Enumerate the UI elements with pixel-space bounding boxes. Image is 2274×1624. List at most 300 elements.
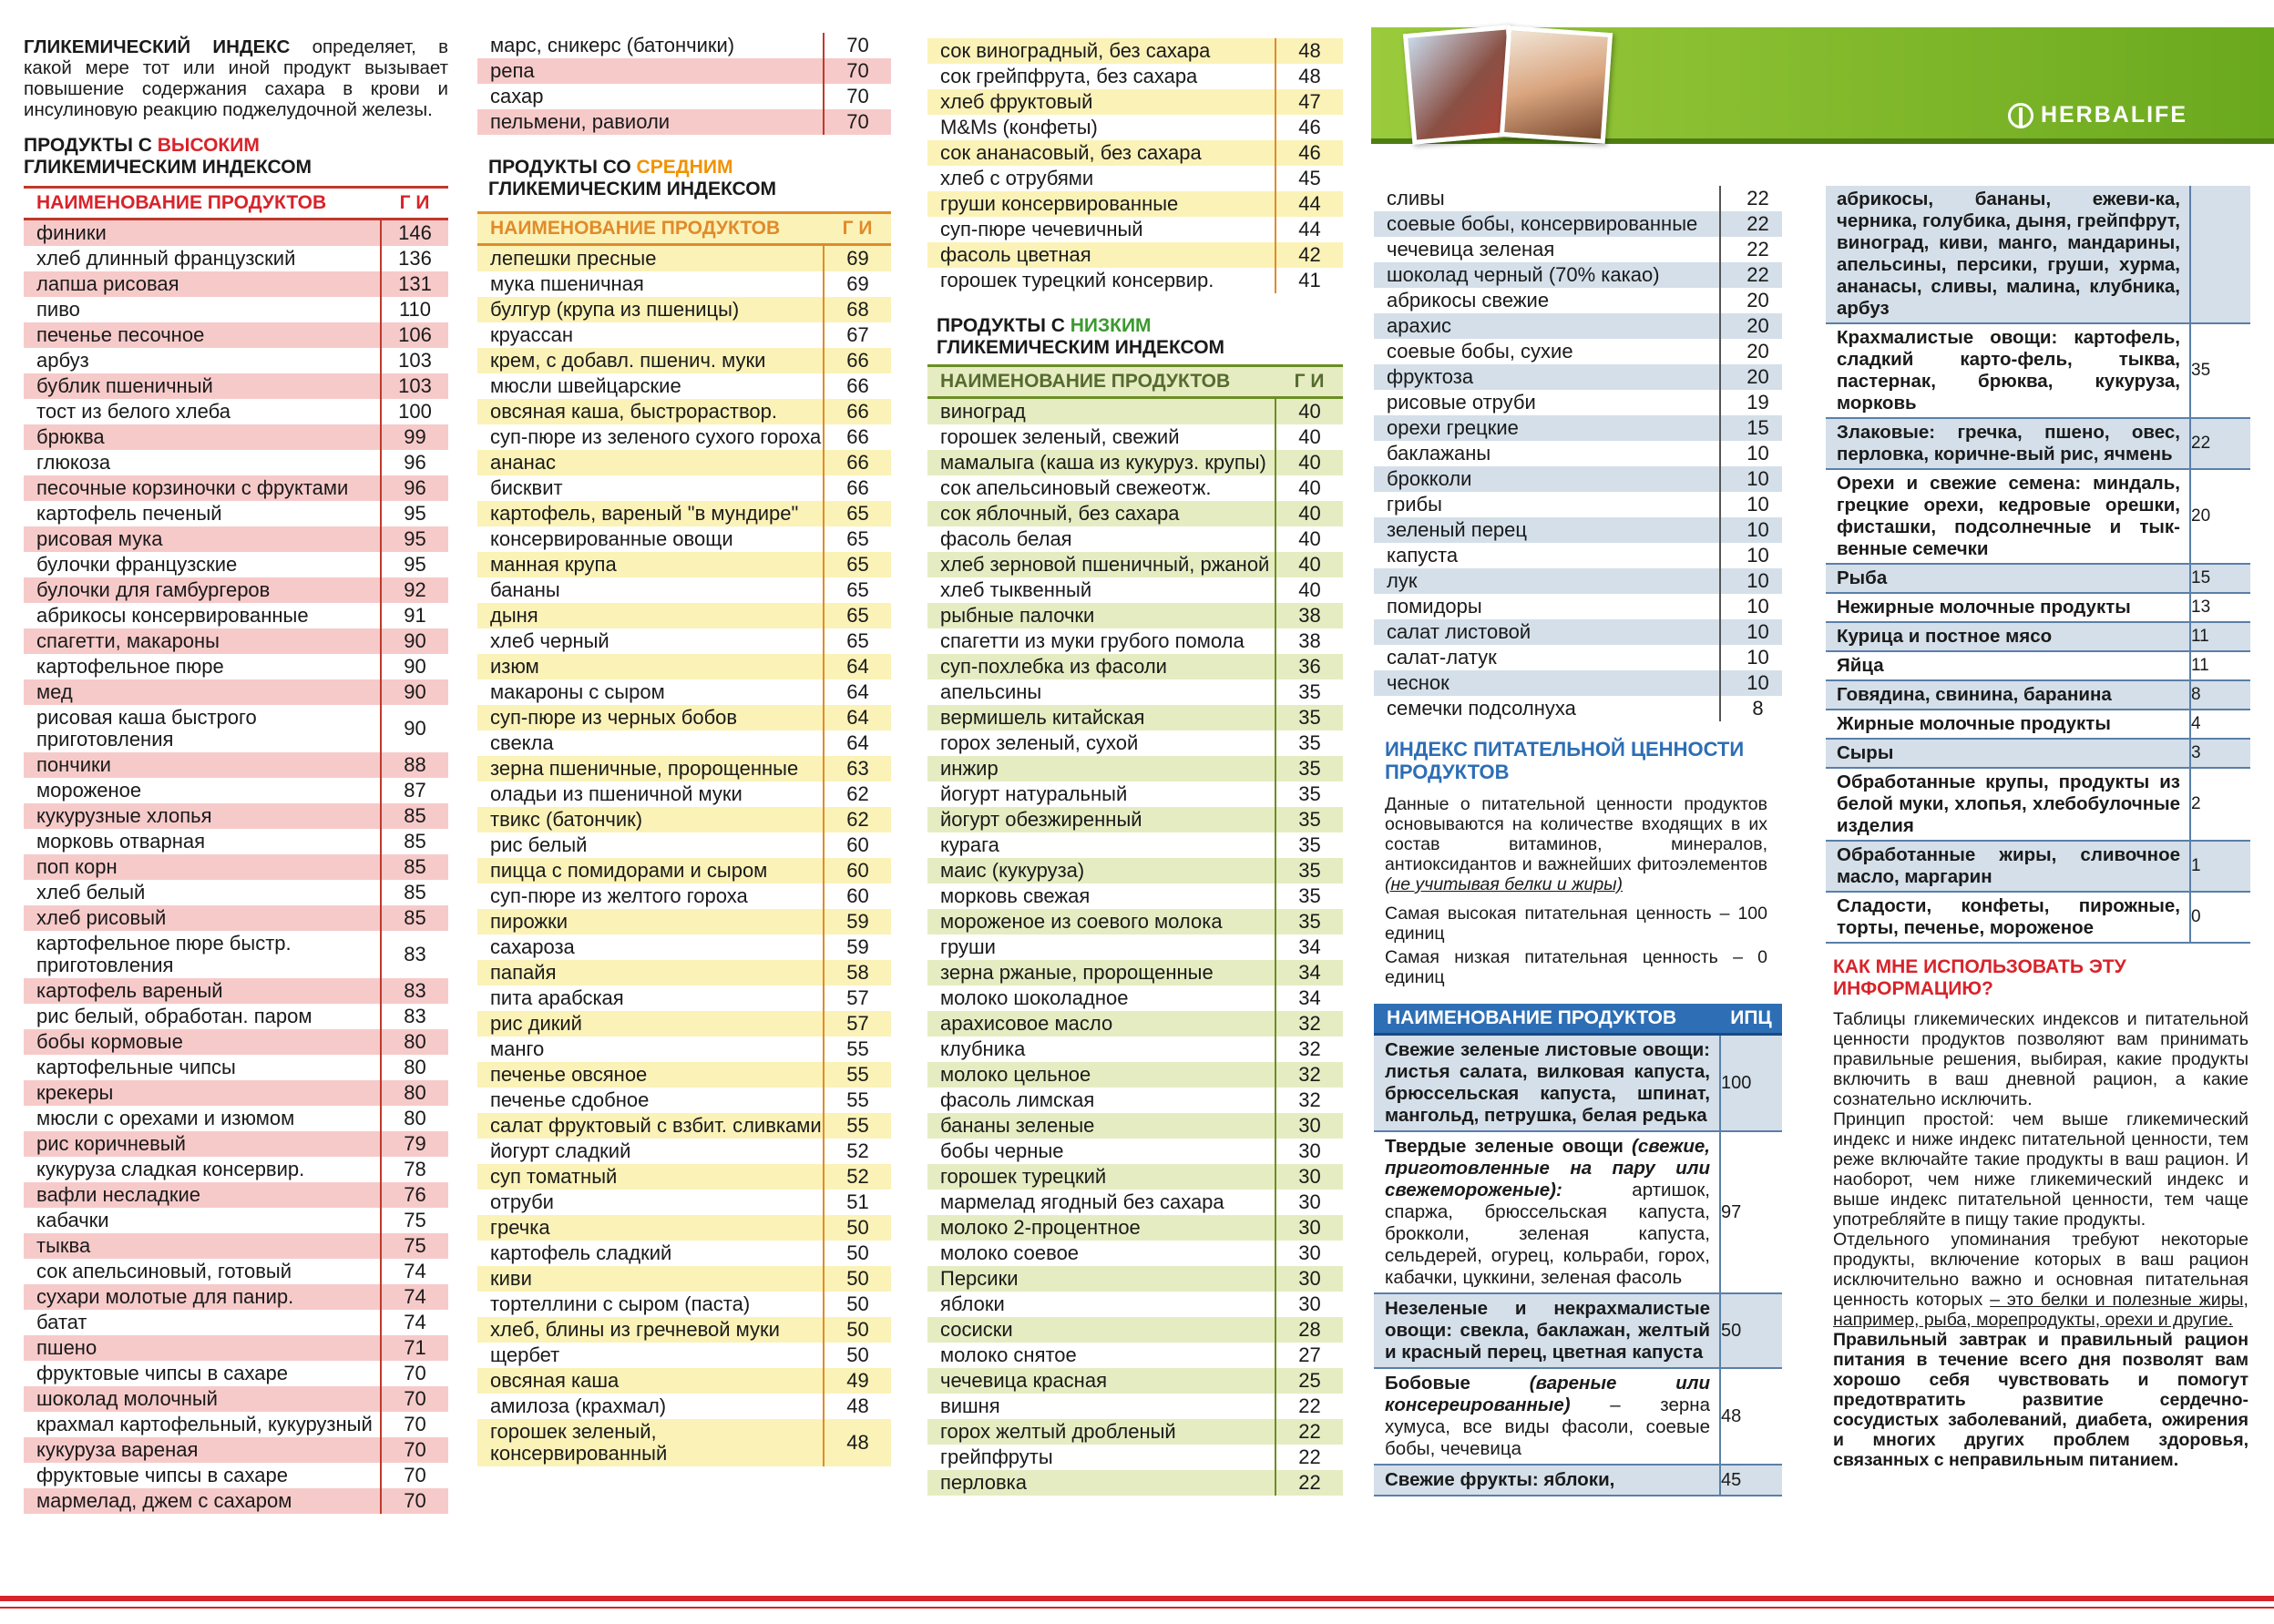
table-row bbox=[1374, 390, 1782, 415]
index-value: 27 bbox=[1275, 1343, 1343, 1368]
product-name: сок яблочный, без сахара bbox=[927, 501, 1275, 526]
table-row bbox=[477, 1164, 891, 1190]
table-row bbox=[927, 140, 1343, 166]
table-row bbox=[477, 348, 891, 373]
npi-column-continued bbox=[1826, 186, 2250, 1470]
table-row bbox=[927, 217, 1343, 242]
index-value: 64 bbox=[824, 654, 891, 679]
product-name: кукурузные хлопья bbox=[24, 803, 381, 829]
product-name: пиво bbox=[36, 298, 80, 321]
table-row bbox=[927, 475, 1343, 501]
index-value: 80 bbox=[381, 1080, 448, 1106]
product-name: печенье песочное bbox=[24, 322, 381, 348]
table-row bbox=[477, 1266, 891, 1292]
table-row bbox=[24, 424, 448, 450]
index-value: 10 bbox=[1720, 466, 1782, 492]
table-row bbox=[24, 1284, 448, 1310]
table-row bbox=[1826, 323, 2250, 418]
table-row bbox=[477, 832, 891, 858]
table-row bbox=[1374, 288, 1782, 313]
npi-row bbox=[1374, 1465, 1782, 1496]
product-name: грибы bbox=[1387, 493, 1442, 516]
product-name: кукуруза вареная bbox=[24, 1437, 381, 1463]
product-name: фасоль лимская bbox=[940, 1088, 1095, 1111]
product-name: абрикосы свежие bbox=[1387, 289, 1550, 312]
product-name: сок апельсиновый, готовый bbox=[36, 1260, 292, 1282]
index-value: 40 bbox=[1275, 552, 1343, 577]
npi-product: Свежие фрукты: яблоки, bbox=[1374, 1465, 1720, 1496]
index-value: 69 bbox=[824, 271, 891, 297]
table-row bbox=[1826, 841, 2250, 892]
index-value: 85 bbox=[381, 854, 448, 880]
product-name: мороженое из соевого молока bbox=[927, 909, 1275, 935]
product-name: бисквит bbox=[490, 476, 563, 499]
index-value: 70 bbox=[824, 109, 891, 135]
table-row bbox=[477, 909, 891, 935]
product-name: сок виноградный, без сахара bbox=[927, 38, 1275, 64]
product-name: свекла bbox=[490, 731, 554, 754]
table-row bbox=[927, 268, 1343, 293]
table-row bbox=[927, 1164, 1343, 1190]
index-value: 35 bbox=[1275, 858, 1343, 883]
index-value: 85 bbox=[381, 803, 448, 829]
product-name: фасоль белая bbox=[940, 527, 1072, 550]
product-name: сок ананасовый, без сахара bbox=[927, 140, 1275, 166]
table-row bbox=[24, 1259, 448, 1284]
table-row bbox=[927, 781, 1343, 807]
product-name: спагетти из муки грубого помола bbox=[940, 629, 1245, 652]
product-name: овсяная каша bbox=[477, 1368, 824, 1394]
product-name: марс, сникерс (батончики) bbox=[490, 34, 735, 56]
npi-high: Самая высокая питательная ценность – 100 единиц bbox=[1385, 904, 1767, 944]
table-row bbox=[24, 1157, 448, 1182]
product-name: горох зеленый, сухой bbox=[940, 731, 1139, 754]
product-name: кабачки bbox=[36, 1209, 109, 1231]
index-value: 96 bbox=[381, 475, 448, 501]
table-row bbox=[927, 935, 1343, 960]
table-row bbox=[1826, 186, 2250, 323]
index-value: 40 bbox=[1275, 424, 1343, 450]
index-value: 95 bbox=[381, 526, 448, 552]
product-name: Жирные молочные продукты bbox=[1826, 710, 2190, 739]
product-name: хлеб черный bbox=[490, 629, 609, 652]
product-name: салат листовой bbox=[1374, 619, 1720, 645]
table-row bbox=[477, 1419, 891, 1466]
product-name: Злаковые: гречка, пшено, овес, перловка, коричне-вый рис, ячмень bbox=[1826, 418, 2190, 469]
table-row bbox=[24, 829, 448, 854]
product-name: мамалыга (каша из кукуруз. крупы) bbox=[927, 450, 1275, 475]
table-row bbox=[24, 399, 448, 424]
product-name: арахисовое масло bbox=[927, 1011, 1275, 1037]
product-name: горошек турецкий консервир. bbox=[940, 269, 1214, 291]
table-row bbox=[927, 398, 1343, 425]
product-name: салат фруктовый с взбит. сливками bbox=[477, 1113, 824, 1139]
index-value: 15 bbox=[2190, 564, 2250, 593]
table-row bbox=[1374, 262, 1782, 288]
product-name: Сыры bbox=[1826, 739, 2190, 768]
index-value: 70 bbox=[381, 1386, 448, 1412]
intro-paragraph: ГЛИКЕМИЧЕСКИЙ ИНДЕКС определяет, в какой мере тот или иной продукт вызывает повышение содержания сахара в крови и инсулиновую реакцию поджелудочной железы. bbox=[24, 36, 448, 120]
medium-gi-table: НАИМЕНОВАНИЕ ПРОДУКТОВ Г И лепешки пресные 69 мука пшеничная 69 булгур (крупа из пшеницы) 68 круассан 67 крем, с добавл. пшенич. муки 66 мюсли швейцарские 66 овсяная каша, быстрораствор. 66 суп-пюре из зеленого сухого гороха 66 ананас 66 бисквит 66 картофель, вареный "в мундире" 65 консервированные овощи 65 манная крупа 65 бананы 65 дыня 65 хлеб черный 65 изюм 64 макароны с сыром 64 суп-пюре из черных бобов 64 свекла 64 зерна пшеничные, пророщенные 63 оладьи из пшеничной муки 62 твикс (батончик) 62 рис белый 60 пицца с помидорами и сыром 60 суп-пюре из желтого гороха 60 пирожки 59 сахароза 59 папайя 58 пита арабская 57 рис дикий 57 манго 55 печенье овсяное 55 печенье сдобное 55 салат фруктовый с взбит. сливками 55 йогурт сладкий 52 суп томатный 52 отруби 51 гречка 50 картофель сладкий 50 киви 50 тортеллини с сыром (паста) 50 хлеб, блины из гречневой муки 50 щербет 50 овсяная каша 49 амилоза (крахмал) 48 горошек зеленый, консервированный 48 bbox=[477, 211, 891, 1466]
product-name: булочки французские bbox=[36, 553, 238, 576]
table-row bbox=[1374, 237, 1782, 262]
index-value: 35 bbox=[1275, 883, 1343, 909]
product-name: мука пшеничная bbox=[490, 272, 644, 295]
index-value: 55 bbox=[824, 1088, 891, 1113]
table-row bbox=[477, 245, 891, 272]
product-name: фасоль цветная bbox=[927, 242, 1275, 268]
index-value: 35 bbox=[2190, 323, 2250, 418]
product-name: молоко соевое bbox=[940, 1241, 1080, 1264]
product-name: помидоры bbox=[1387, 595, 1482, 618]
product-name: морковь свежая bbox=[940, 884, 1091, 907]
table-row bbox=[24, 1310, 448, 1335]
index-value: 75 bbox=[381, 1208, 448, 1233]
product-name: финики bbox=[24, 220, 381, 247]
index-value: 38 bbox=[1275, 603, 1343, 628]
table-row bbox=[477, 501, 891, 526]
product-name: картофель сладкий bbox=[490, 1241, 672, 1264]
table-row bbox=[24, 752, 448, 778]
table-row bbox=[927, 756, 1343, 781]
index-value: 30 bbox=[1275, 1113, 1343, 1139]
product-name: молоко 2-процентное bbox=[927, 1215, 1275, 1241]
table-row bbox=[927, 832, 1343, 858]
table-row bbox=[24, 905, 448, 931]
high-gi-table: НАИМЕНОВАНИЕ ПРОДУКТОВ Г И финики 146 хлеб длинный французский 136 лапша рисовая 131 пиво 110 печенье песочное 106 арбуз 103 бублик пшеничный 103 тост из белого хлеба 100 брюква 99 глюкоза 96 песочные корзиночки с фруктами 96 картофель печеный 95 рисовая мука 95 булочки французские 95 булочки для гамбургеров 92 абрикосы консервированные 91 спагетти, макароны 90 картофельное пюре 90 мед 90 рисовая каша быстрого приготовления 90 пончики 88 мороженое 87 кукурузные хлопья 85 морковь отварная 85 поп корн 85 хлеб белый 85 хлеб рисовый 85 картофельное пюре быстр. приготовления 83 картофель вареный 83 рис белый, обработан. паром 83 бобы кормовые 80 картофельные чипсы 80 крекеры 80 мюсли с орехами и изюмом 80 рис коричневый 79 кукуруза сладкая консервир. 78 вафли несладкие 76 кабачки 75 тыква 75 сок апельсиновый, готовый 74 сухари молотые для панир. 74 батат 74 пшено 71 фруктовые чипсы в сахаре 70 шоколад молочный 70 крахмал картофельный, кукурузный 70 кукуруза вареная 70 фруктовые чипсы в сахаре 70 мармелад, джем с сахаром 70 bbox=[24, 186, 448, 1514]
low-gi-table-continued bbox=[1374, 186, 1782, 721]
product-name: суп-пюре чечевичный bbox=[940, 218, 1143, 240]
index-value: 52 bbox=[824, 1164, 891, 1190]
index-value: 136 bbox=[381, 246, 448, 271]
product-name: сухари молотые для панир. bbox=[24, 1284, 381, 1310]
index-value: 76 bbox=[381, 1182, 448, 1208]
product-name: суп-пюре из зеленого сухого гороха bbox=[490, 425, 822, 448]
index-value: 38 bbox=[1275, 628, 1343, 654]
product-name: горошек зеленый, консервированный bbox=[477, 1419, 824, 1466]
index-value: 63 bbox=[824, 756, 891, 781]
index-value: 51 bbox=[824, 1190, 891, 1215]
index-value: 103 bbox=[381, 373, 448, 399]
index-value: 45 bbox=[1275, 166, 1343, 191]
product-name: спагетти, макароны bbox=[24, 628, 381, 654]
table-row bbox=[927, 526, 1343, 552]
product-name: перловка bbox=[927, 1470, 1275, 1496]
product-name: Орехи и свежие семена: миндаль, грецкие орехи, кедровые орешки, фисташки, подсолнечные и тык-венные семечки bbox=[1826, 469, 2190, 564]
table-row bbox=[24, 854, 448, 880]
product-name: булгур (крупа из пшеницы) bbox=[477, 297, 824, 322]
product-name: зерна ржаные, пророщенные bbox=[927, 960, 1275, 986]
table-row bbox=[24, 1029, 448, 1055]
index-value: 35 bbox=[1275, 705, 1343, 730]
index-value: 70 bbox=[381, 1437, 448, 1463]
table-row bbox=[24, 679, 448, 705]
index-value: 83 bbox=[381, 931, 448, 978]
index-value: 60 bbox=[824, 858, 891, 883]
product-name: макароны с сыром bbox=[490, 680, 665, 703]
medium-gi-column bbox=[477, 0, 891, 1466]
product-name: чечевица красная bbox=[927, 1368, 1275, 1394]
index-value: 66 bbox=[824, 424, 891, 450]
product-name: суп-пюре из желтого гороха bbox=[490, 884, 748, 907]
product-name: печенье сдобное bbox=[490, 1088, 650, 1111]
table-row bbox=[477, 297, 891, 322]
table-row bbox=[927, 603, 1343, 628]
product-name: песочные корзиночки с фруктами bbox=[24, 475, 381, 501]
index-value: 35 bbox=[1275, 781, 1343, 807]
product-name: картофель, вареный "в мундире" bbox=[477, 501, 824, 526]
table-row bbox=[477, 1317, 891, 1343]
table-row bbox=[477, 1011, 891, 1037]
product-name: сахар bbox=[490, 85, 544, 107]
index-value: 10 bbox=[1720, 568, 1782, 594]
product-name: Нежирные молочные продукты bbox=[1826, 593, 2190, 622]
product-name: картофель печеный bbox=[36, 502, 222, 525]
npi-low: Самая низкая питательная ценность – 0 единиц bbox=[1385, 947, 1767, 987]
table-row bbox=[24, 1080, 448, 1106]
index-value: 78 bbox=[381, 1157, 448, 1182]
index-value: 10 bbox=[1720, 492, 1782, 517]
product-name: апельсины bbox=[940, 680, 1042, 703]
index-value: 34 bbox=[1275, 960, 1343, 986]
table-row bbox=[1374, 415, 1782, 441]
product-name: картофельные чипсы bbox=[36, 1056, 236, 1078]
index-value: 10 bbox=[1720, 619, 1782, 645]
product-name: пончики bbox=[24, 752, 381, 778]
product-name: йогурт натуральный bbox=[940, 782, 1128, 805]
table-row bbox=[927, 1062, 1343, 1088]
table-row bbox=[477, 526, 891, 552]
table-row bbox=[477, 730, 891, 756]
index-value: 70 bbox=[381, 1463, 448, 1488]
table-row bbox=[477, 271, 891, 297]
table-row bbox=[477, 424, 891, 450]
index-value: 10 bbox=[1720, 441, 1782, 466]
index-value: 57 bbox=[824, 1011, 891, 1037]
product-name: ананас bbox=[477, 450, 824, 475]
index-value: 92 bbox=[381, 577, 448, 603]
table-row bbox=[24, 1055, 448, 1080]
table-row bbox=[1826, 418, 2250, 469]
table-row bbox=[927, 1445, 1343, 1470]
index-value: 49 bbox=[824, 1368, 891, 1394]
table-row bbox=[24, 603, 448, 628]
table-row bbox=[1826, 469, 2250, 564]
npi-product: Незеленые и некрахмалистые овощи: свекла, баклажан, желтый и красный перец, цветная капуста bbox=[1374, 1293, 1720, 1368]
index-value: 22 bbox=[1720, 186, 1782, 211]
index-value: 70 bbox=[381, 1412, 448, 1437]
table-row bbox=[927, 1241, 1343, 1266]
index-value: 35 bbox=[1275, 832, 1343, 858]
product-name: пита арабская bbox=[490, 986, 624, 1009]
product-name: абрикосы, бананы, ежеви-ка, черника, голубика, дыня, грейпфрут, виноград, киви, манго, мандарины, апельсины, персики, груши, хурма, ананасы, сливы, малина, клубника, арбуз bbox=[1826, 186, 2190, 323]
npi-value: 50 bbox=[1720, 1293, 1782, 1368]
index-value: 75 bbox=[381, 1233, 448, 1259]
bottom-rule-thin bbox=[0, 1607, 2274, 1609]
product-name: брокколи bbox=[1374, 466, 1720, 492]
npi-value: 45 bbox=[1720, 1465, 1782, 1496]
index-value: 50 bbox=[824, 1241, 891, 1266]
index-value: 69 bbox=[824, 245, 891, 272]
table-row bbox=[24, 475, 448, 501]
table-row bbox=[477, 1190, 891, 1215]
index-value: 22 bbox=[1720, 211, 1782, 237]
product-name: вишня bbox=[940, 1394, 1000, 1417]
table-row bbox=[477, 1088, 891, 1113]
product-name: Рыба bbox=[1826, 564, 2190, 593]
index-value: 36 bbox=[1275, 654, 1343, 679]
table-row bbox=[1826, 680, 2250, 710]
index-value: 19 bbox=[1720, 390, 1782, 415]
product-name: клубника bbox=[940, 1037, 1026, 1060]
product-name: Сладости, конфеты, пирожные, торты, печенье, мороженое bbox=[1826, 892, 2190, 943]
table-row bbox=[24, 654, 448, 679]
index-value: 40 bbox=[1275, 450, 1343, 475]
product-name: арбуз bbox=[36, 349, 89, 372]
table-row bbox=[477, 552, 891, 577]
product-name: тост из белого хлеба bbox=[36, 400, 230, 423]
index-value: 99 bbox=[381, 424, 448, 450]
index-value: 65 bbox=[824, 577, 891, 603]
index-value: 95 bbox=[381, 501, 448, 526]
index-value: 30 bbox=[1275, 1266, 1343, 1292]
product-name: вермишель китайская bbox=[927, 705, 1275, 730]
low-gi-heading: ПРОДУКТЫ С НИЗКИМ ГЛИКЕМИЧЕСКИМ ИНДЕКСОМ bbox=[937, 315, 1225, 358]
product-name: рисовая мука bbox=[24, 526, 381, 552]
index-value: 65 bbox=[824, 552, 891, 577]
table-row bbox=[927, 64, 1343, 89]
index-value: 41 bbox=[1275, 268, 1343, 293]
index-value: 25 bbox=[1275, 1368, 1343, 1394]
table-row bbox=[24, 501, 448, 526]
product-name: рыбные палочки bbox=[927, 603, 1275, 628]
index-value: 32 bbox=[1275, 1062, 1343, 1088]
product-name: салат-латук bbox=[1387, 646, 1497, 669]
product-name: кукуруза сладкая консервир. bbox=[36, 1158, 305, 1180]
product-name: йогурт сладкий bbox=[490, 1139, 631, 1162]
product-name: тыква bbox=[24, 1233, 381, 1259]
table-row bbox=[477, 628, 891, 654]
product-name: груши bbox=[940, 935, 996, 958]
table-row bbox=[477, 475, 891, 501]
product-name: манная крупа bbox=[477, 552, 824, 577]
table-row bbox=[927, 1419, 1343, 1445]
product-name: мюсли с орехами и изюмом bbox=[36, 1107, 295, 1129]
table-row bbox=[927, 1037, 1343, 1062]
index-value: 65 bbox=[824, 501, 891, 526]
index-value: 68 bbox=[824, 297, 891, 322]
howto-p2: Принцип простой: чем выше гликемический индекс и ниже индекс питательной ценности, тем реже включайте такие продукты в ваш рацион. И наоборот, чем ниже гликемический индекс и выше индекс питательной ценности, тем чаще употребляйте в пищу такие продукты. bbox=[1833, 1109, 2248, 1230]
product-name: хлеб длинный французский bbox=[36, 247, 296, 270]
table-row bbox=[1374, 186, 1782, 211]
table-row bbox=[927, 1292, 1343, 1317]
index-value: 50 bbox=[824, 1343, 891, 1368]
index-value: 91 bbox=[381, 603, 448, 628]
product-name: орехи грецкие bbox=[1374, 415, 1720, 441]
howto-p1: Таблицы гликемических индексов и питательной ценности продуктов позволяют вам принимать правильные решения, выбирая, какие продукты включить в ваш дневной рацион, а какие сознательно исключить. bbox=[1833, 1009, 2248, 1109]
index-value: 88 bbox=[381, 752, 448, 778]
table-row bbox=[927, 38, 1343, 64]
index-value: 90 bbox=[381, 654, 448, 679]
table-row bbox=[1374, 492, 1782, 517]
index-value: 40 bbox=[1275, 475, 1343, 501]
medium-gi-heading: ПРОДУКТЫ СО СРЕДНИМ ГЛИКЕМИЧЕСКИМ ИНДЕКСОМ bbox=[488, 157, 777, 199]
table-row bbox=[927, 960, 1343, 986]
product-name: M&Ms (конфеты) bbox=[940, 116, 1098, 138]
index-value: 46 bbox=[1275, 115, 1343, 140]
index-value: 34 bbox=[1275, 935, 1343, 960]
product-name: глюкоза bbox=[36, 451, 111, 474]
table-row bbox=[24, 705, 448, 752]
index-value: 64 bbox=[824, 679, 891, 705]
npi-info bbox=[1374, 721, 1782, 987]
herbalife-banner bbox=[1371, 27, 2274, 144]
product-name: суп томатный bbox=[477, 1164, 824, 1190]
index-value: 55 bbox=[824, 1113, 891, 1139]
index-value: 131 bbox=[381, 271, 448, 297]
index-value: 50 bbox=[824, 1317, 891, 1343]
product-name: соевые бобы, сухие bbox=[1387, 340, 1573, 363]
product-name: арахис bbox=[1374, 313, 1720, 339]
npi-product: Бобовые (вареные или консереированные) – зерна хумуса, все виды фасоли, соевые бобы, чечевица bbox=[1374, 1368, 1720, 1465]
index-value: 83 bbox=[381, 1004, 448, 1029]
product-name: хлеб с отрубями bbox=[940, 167, 1094, 189]
table-row bbox=[1374, 594, 1782, 619]
product-name: рис белый, обработан. паром bbox=[36, 1005, 312, 1027]
index-value: 0 bbox=[2190, 892, 2250, 943]
index-value: 20 bbox=[1720, 288, 1782, 313]
table-row bbox=[477, 322, 891, 348]
table-row bbox=[24, 1412, 448, 1437]
table-row bbox=[927, 89, 1343, 115]
product-name: баклажаны bbox=[1387, 442, 1491, 465]
product-name: фруктовые чипсы в сахаре bbox=[36, 1464, 288, 1486]
table-row bbox=[1374, 211, 1782, 237]
index-value: 40 bbox=[1275, 501, 1343, 526]
product-name: суп-пюре из черных бобов bbox=[477, 705, 824, 730]
table-row bbox=[1826, 710, 2250, 739]
product-name: мармелад, джем с сахаром bbox=[24, 1488, 381, 1514]
table-row bbox=[927, 577, 1343, 603]
index-value: 110 bbox=[381, 297, 448, 322]
table-row bbox=[927, 115, 1343, 140]
table-row bbox=[24, 778, 448, 803]
table-row bbox=[477, 373, 891, 399]
index-value: 48 bbox=[1275, 64, 1343, 89]
table-row bbox=[477, 705, 891, 730]
product-name: фруктовые чипсы в сахаре bbox=[36, 1362, 288, 1384]
npi-row bbox=[1374, 1035, 1782, 1132]
product-name: мюсли швейцарские bbox=[490, 374, 681, 397]
index-value: 57 bbox=[824, 986, 891, 1011]
product-name: хлеб рисовый bbox=[24, 905, 381, 931]
table-row bbox=[927, 1139, 1343, 1164]
index-value: 65 bbox=[824, 603, 891, 628]
table-row bbox=[24, 978, 448, 1004]
product-name: мармелад ягодный без сахара bbox=[940, 1190, 1224, 1213]
table-row bbox=[24, 1004, 448, 1029]
table-row bbox=[1374, 466, 1782, 492]
table-row bbox=[477, 858, 891, 883]
index-value: 95 bbox=[381, 552, 448, 577]
product-name: щербет bbox=[490, 1343, 560, 1366]
howto-p4: Правильный завтрак и правильный рацион питания в течение всего дня позволят вам хорошо себя чувствовать и помогут предотвратить развитие сердечно-сосудистых заболеваний, диабета, ожирения и многих других проблем здоровья, связанных с неправильным питанием. bbox=[1833, 1330, 2248, 1470]
index-value: 35 bbox=[1275, 807, 1343, 832]
table-row bbox=[477, 1139, 891, 1164]
product-name: суп-похлебка из фасоли bbox=[927, 654, 1275, 679]
table-row bbox=[24, 880, 448, 905]
table-row bbox=[24, 1106, 448, 1131]
